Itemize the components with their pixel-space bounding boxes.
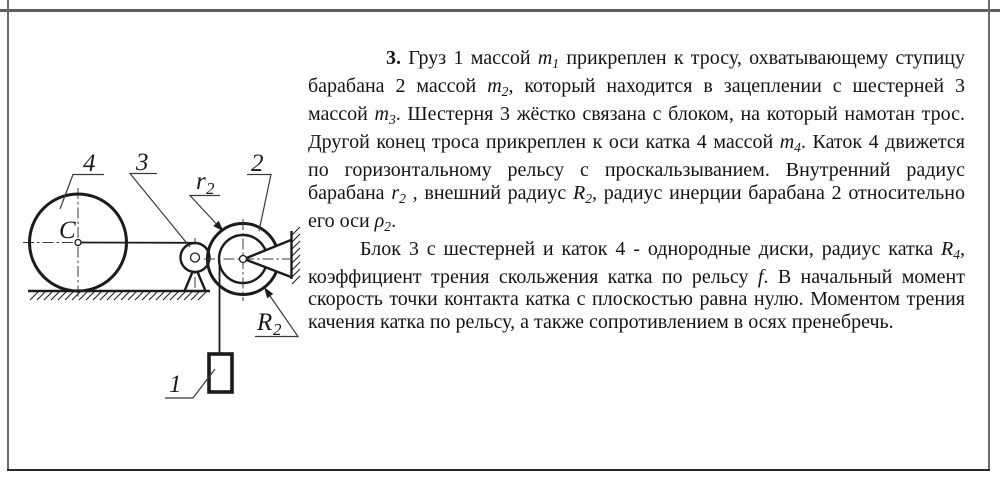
text-segment: f xyxy=(757,265,764,288)
label-drum-leader xyxy=(247,175,271,232)
wall-hatching xyxy=(292,227,300,284)
text-segment: , внешний радиус xyxy=(405,181,574,204)
text-segment: . Шестерня 3 жёстко связана с блоком, на который намотан трос. Другой конец троса прикреплен к оси катка 4 массой xyxy=(308,103,965,154)
label-inner-radius-sub: 2 xyxy=(206,179,215,198)
mechanism-diagram xyxy=(15,145,310,413)
text-segment: m xyxy=(537,47,553,69)
text-segment: 2 xyxy=(585,190,593,206)
text-segment: m xyxy=(779,131,795,154)
table-border-left xyxy=(7,0,9,471)
label-gear: 3 xyxy=(136,149,149,176)
table-border-bottom xyxy=(7,469,990,471)
label-outer-radius-sub: 2 xyxy=(273,320,282,339)
text-segment: m xyxy=(374,103,389,126)
text-segment: ρ xyxy=(374,209,385,232)
text-segment: m xyxy=(487,75,502,98)
text-segment: 2 xyxy=(384,218,392,234)
text-segment: 4 xyxy=(794,140,801,156)
label-gear-leader xyxy=(130,174,190,248)
text-segment: 2 xyxy=(501,83,509,99)
text-segment: 3. xyxy=(386,47,401,69)
label-drum: 2 xyxy=(251,150,264,177)
label-outer-radius-arrowhead xyxy=(264,287,273,298)
text-segment: R xyxy=(940,237,954,260)
text-segment: . В начальный момент скорость точки контакта катка с плоскостью равна нулю. Моментом трения качения катка по рельсу, а также сопротивлением в осях пренебречь. xyxy=(308,265,965,333)
text-segment: прикреплен к тросу, охватывающему ступицу барабана 2 массой xyxy=(308,47,966,98)
label-roller: 4 xyxy=(83,150,96,177)
ground-hatching xyxy=(30,291,207,300)
problem-paragraph-2 xyxy=(308,238,965,333)
text-segment: , радиус инерции барабана 2 относительно его оси xyxy=(308,181,966,232)
roller-axle-point xyxy=(75,240,81,246)
label-inner-radius-arrow-line xyxy=(190,196,220,224)
text-segment: 3 xyxy=(388,111,396,127)
label-inner-radius: r xyxy=(196,168,206,195)
table-rule-top xyxy=(0,9,1000,12)
drum-axle-point xyxy=(240,256,247,263)
text-segment: Груз 1 массой xyxy=(401,47,538,69)
text-segment: . xyxy=(391,209,397,232)
gear-hub xyxy=(191,253,200,262)
text-segment: , который находится в зацеплении с шестерней 3 массой xyxy=(308,75,966,126)
label-load: 1 xyxy=(169,371,182,398)
problem-text xyxy=(308,47,965,333)
problem-paragraph-1 xyxy=(308,47,965,238)
table-border-right xyxy=(988,0,990,471)
text-segment: , коэффициент трения скольжения катка по рельсу xyxy=(308,237,965,288)
text-segment: 1 xyxy=(552,55,560,71)
label-center-c: C xyxy=(59,217,76,244)
text-segment: 2 xyxy=(399,190,406,206)
text-segment: R xyxy=(573,181,586,204)
label-outer-radius: R xyxy=(257,309,273,336)
text-segment: Блок 3 с шестерней и каток 4 - однородные диски, радиус катка xyxy=(360,237,941,260)
text-segment: 4 xyxy=(953,246,960,262)
label-roller-leader xyxy=(60,175,104,210)
text-segment: . Каток 4 движется по горизонтальному рельсу с проскальзыванием. Внутренний радиус барабана xyxy=(308,131,965,204)
text-segment: r xyxy=(391,181,400,204)
